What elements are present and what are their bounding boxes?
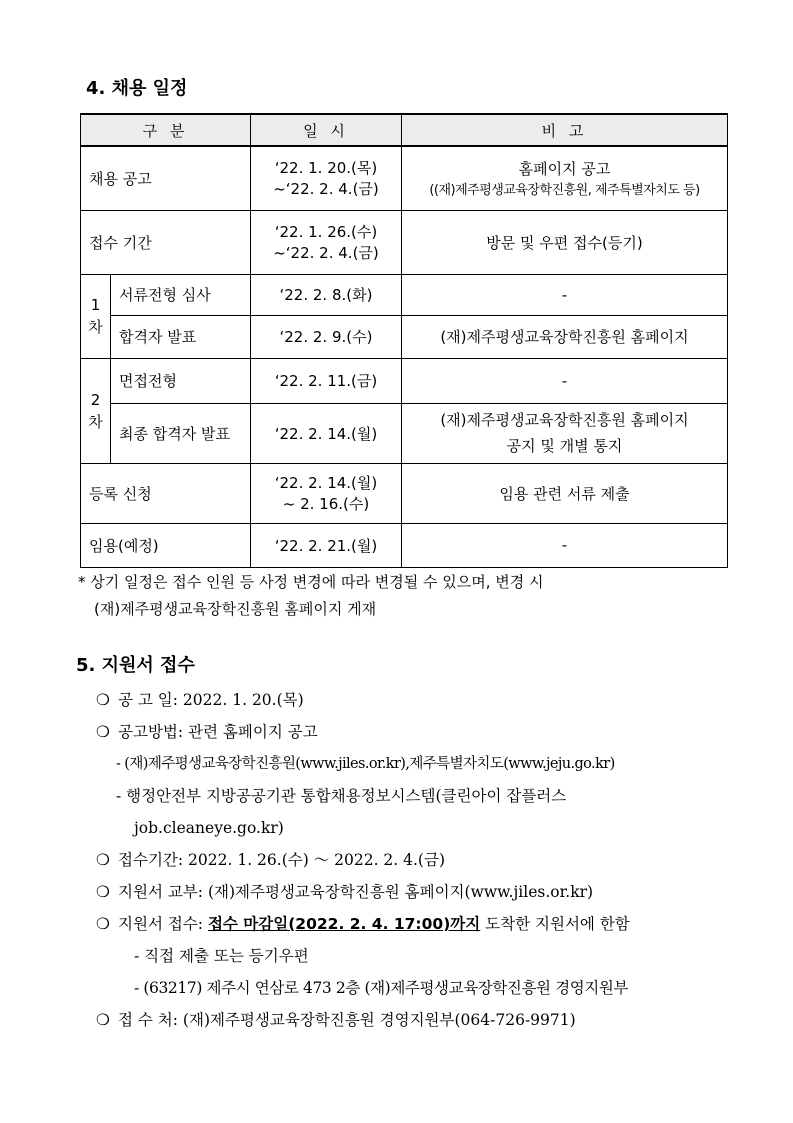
row-name: 접수 기간 [81,210,251,274]
row-date: ‘22. 2. 11.(금) [251,358,402,403]
row-note: (재)제주평생교육장학진흥원 홈페이지 공지 및 개별 통지 [402,403,728,463]
row-note: 홈페이지 공고 ((재)제주평생교육장학진흥원, 제주특별자치도 등) [402,146,728,210]
header-category: 구 분 [81,114,251,146]
row-date: ‘22. 1. 20.(목) ~‘22. 2. 4.(금) [251,146,402,210]
row-name: 채용 공고 [81,146,251,210]
row-date: ‘22. 1. 26.(수) ~‘22. 2. 4.(금) [251,210,402,274]
circle-bullet-icon: ❍ [96,883,110,901]
row-date: ‘22. 2. 21.(월) [251,523,402,567]
table-row [81,358,728,403]
row-name: 임용(예정) [81,523,251,567]
section-5-title: 5. 지원서 접수 [76,655,195,676]
row-note: 방문 및 우편 접수(등기) [402,210,728,274]
table-row [81,403,728,463]
application-list [96,684,630,1036]
row-note: (재)제주평생교육장학진흥원 홈페이지 [402,315,728,358]
header-date: 일 시 [251,114,402,146]
row-name: 합격자 발표 [111,315,251,358]
list-item: ❍ 지원서 접수: 접수 마감일(2022. 2. 4. 17:00)까지 도착한 지원서에 한함 [96,908,630,940]
circle-bullet-icon: ❍ [96,1011,110,1029]
phase-1-label: 1 차 [81,274,111,358]
deadline-emphasis: 접수 마감일(2022. 2. 4. 17:00)까지 [207,915,481,933]
schedule-table [80,113,728,568]
list-item: ❍ 공 고 일: 2022. 1. 20.(목) [96,684,630,716]
table-row [81,315,728,358]
list-subitem: - 행정안전부 지방공공기관 통합채용정보시스템(클린아이 잡플러스 [116,787,567,805]
row-date: ‘22. 2. 8.(화) [251,274,402,315]
list-subitem: - 직접 제출 또는 등기우편 [134,947,309,965]
table-row [81,210,728,274]
header-remarks: 비 고 [402,114,728,146]
row-note: - [402,274,728,315]
circle-bullet-icon: ❍ [96,691,110,709]
circle-bullet-icon: ❍ [96,723,110,741]
list-subitem: job.cleaneye.go.kr) [134,819,284,837]
row-note: - [402,358,728,403]
phase-2-label: 2 차 [81,358,111,463]
circle-bullet-icon: ❍ [96,851,110,869]
list-item: ❍ 접수기간: 2022. 1. 26.(수) ～ 2022. 2. 4.(금) [96,844,630,876]
list-subitem: - (재)제주평생교육장학진흥원(www.jiles.or.kr),제주특별자치도(www.jeju.go.kr) [116,756,615,772]
row-name: 면접전형 [111,358,251,403]
circle-bullet-icon: ❍ [96,915,110,933]
section-4-title: 4. 채용 일정 [86,78,188,99]
row-name: 등록 신청 [81,463,251,523]
row-name: 최종 합격자 발표 [111,403,251,463]
list-item: ❍ 지원서 교부: (재)제주평생교육장학진흥원 홈페이지(www.jiles.or.kr) [96,876,630,908]
table-row [81,146,728,210]
row-note: 임용 관련 서류 제출 [402,463,728,523]
row-date: ‘22. 2. 14.(월) [251,403,402,463]
list-subitem: - (63217) 제주시 연삼로 473 2층 (재)제주평생교육장학진흥원 경영지원부 [134,979,629,997]
row-date: ‘22. 2. 14.(월) ~ 2. 16.(수) [251,463,402,523]
table-row [81,523,728,567]
table-row [81,274,728,315]
row-date: ‘22. 2. 9.(수) [251,315,402,358]
row-name: 서류전형 심사 [111,274,251,315]
schedule-footnote: * 상기 일정은 접수 인원 등 사정 변경에 따라 변경될 수 있으며, 변경 시 (재)제주평생교육장학진흥원 홈페이지 게재 [78,573,544,618]
table-row [81,463,728,523]
row-note: - [402,523,728,567]
list-item: ❍ 접 수 처: (재)제주평생교육장학진흥원 경영지원부(064-726-9971) [96,1004,630,1036]
list-item: ❍ 공고방법: 관련 홈페이지 공고 [96,716,630,748]
